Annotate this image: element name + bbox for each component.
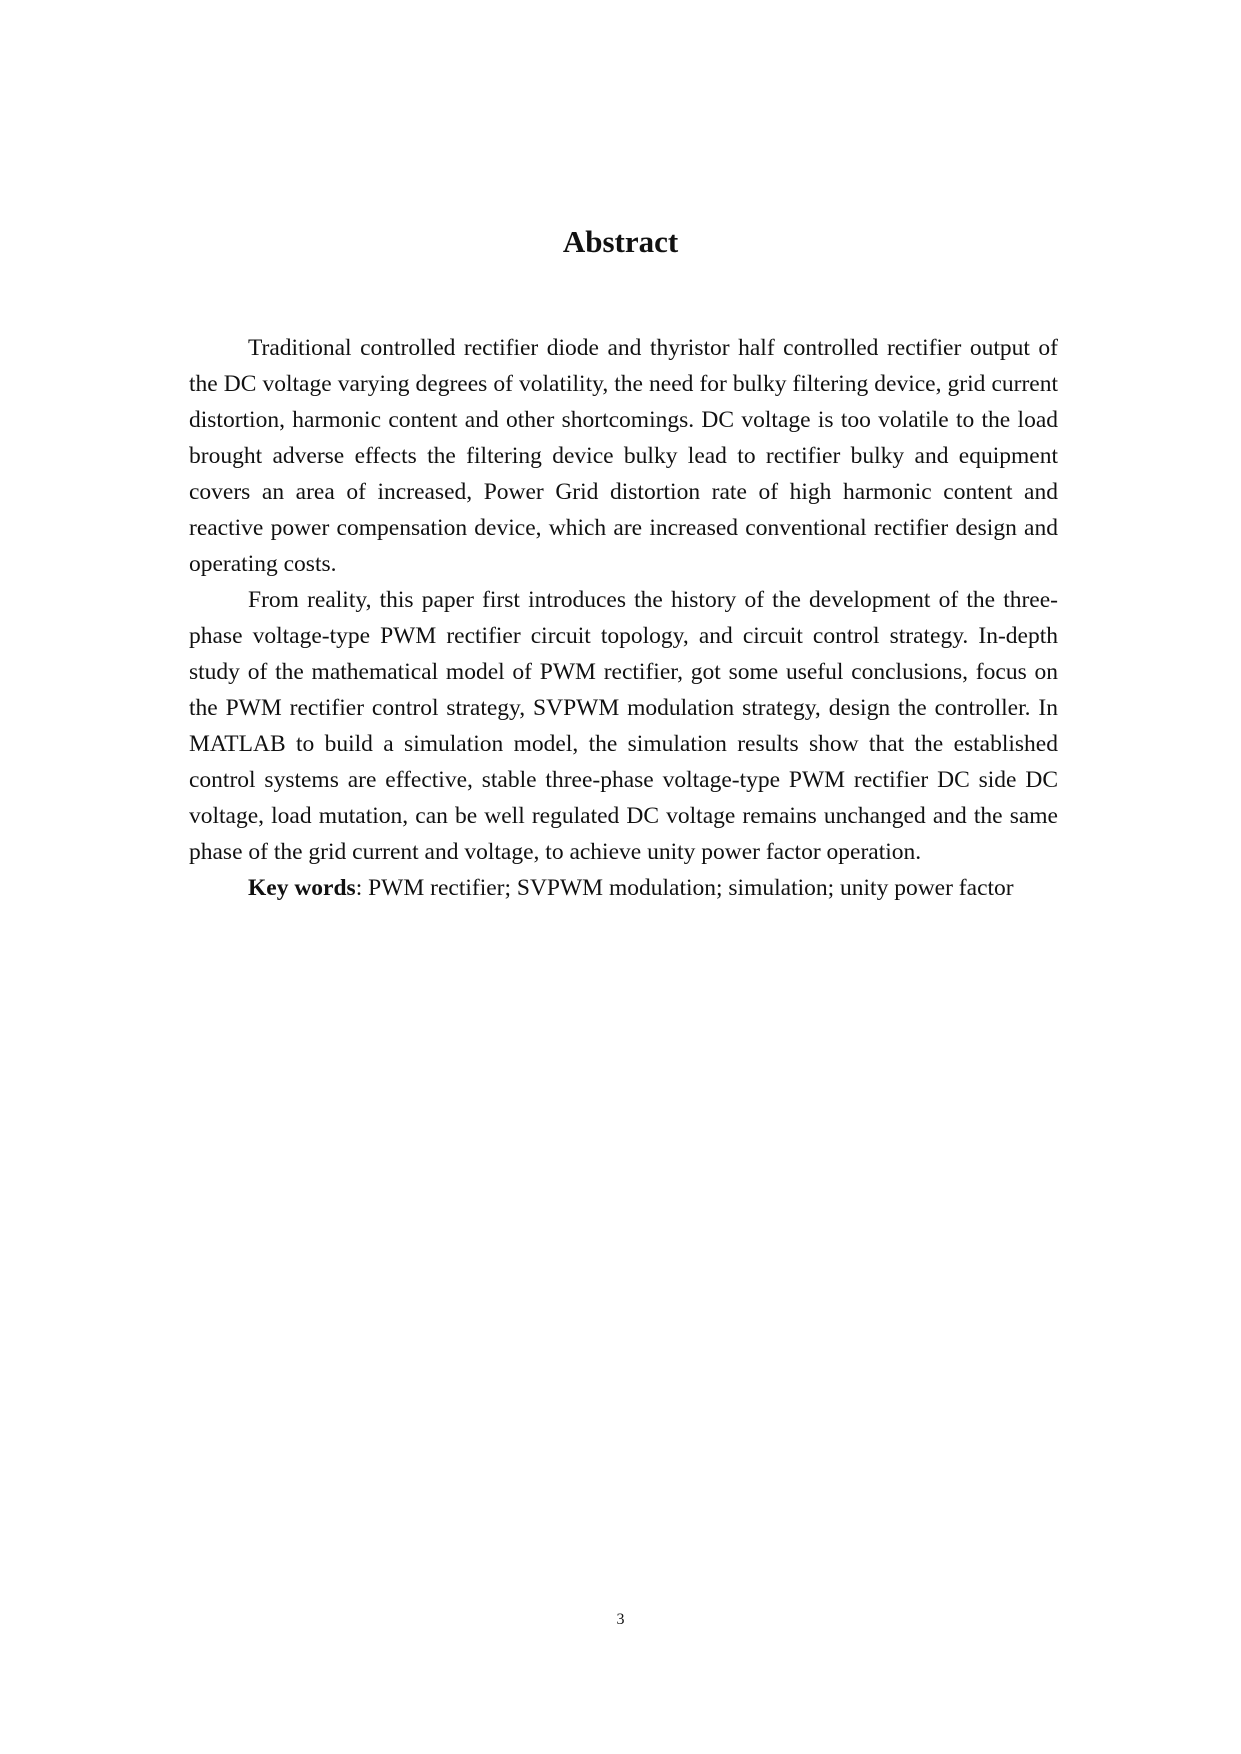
page-number: 3: [616, 1611, 625, 1628]
keywords-separator: :: [355, 875, 369, 901]
abstract-paragraph-2: From reality, this paper first introduces the history of the development of the three-phase voltage-type PWM rectifier circuit topology, and circuit control strategy. In-depth study of the mathematical model of PWM rectifier, got some useful conclusions, focus on the PWM rectifier control strategy, SVPWM modulation strategy, design the controller. In MATLAB to build a simulation model, the simulation results show that the established control systems are effective, stable three-phase voltage-type PWM rectifier DC side DC voltage, load mutation, can be well regulated DC voltage remains unchanged and the same phase of the grid current and voltage, to achieve unity power factor operation.: [189, 587, 1058, 865]
abstract-paragraph-1: Traditional controlled rectifier diode and thyristor half controlled rectifier output of the DC voltage varying degrees of volatility, the need for bulky filtering device, grid current distortion, harmonic content and other shortcomings. DC voltage is too volatile to the load brought adverse effects the filtering device bulky lead to rectifier bulky and equipment covers an area of increased, Power Grid distortion rate of high harmonic content and reactive power compensation device, which are increased conventional rectifier design and operating costs.: [189, 335, 1058, 577]
keywords-line: [189, 870, 1058, 906]
page-title: Abstract: [562, 224, 679, 259]
keywords-label: Key words: [248, 875, 356, 901]
abstract-body: [189, 330, 1058, 906]
keywords-text: PWM rectifier; SVPWM modulation; simulation; unity power factor: [368, 875, 1014, 901]
